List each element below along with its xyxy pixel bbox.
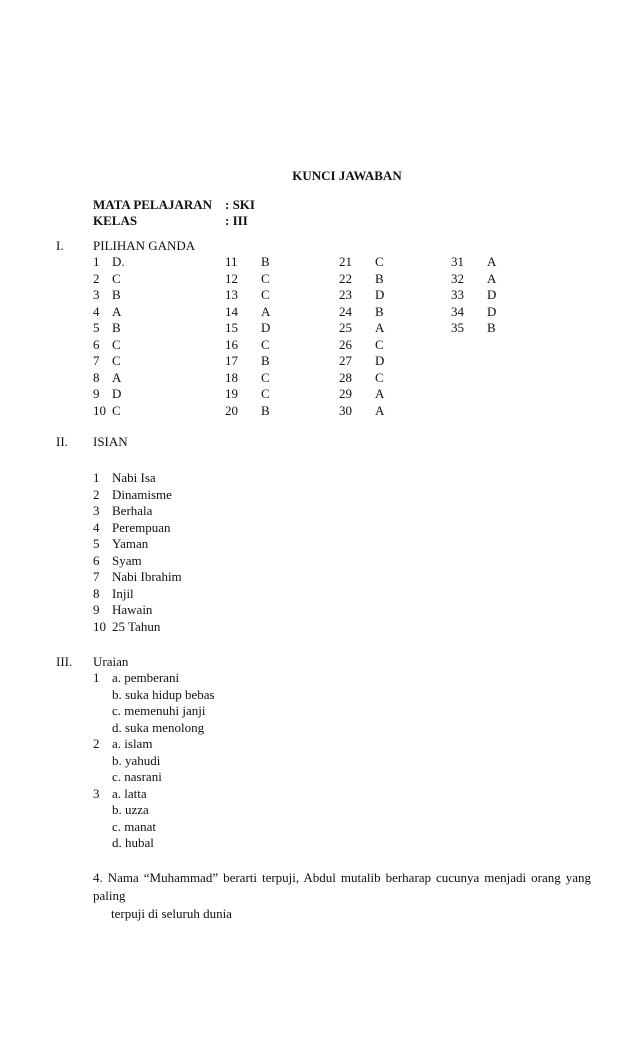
essay-line (93, 703, 393, 720)
answer-row (93, 487, 293, 504)
section-1-numeral: I. (56, 238, 64, 253)
answer-row (339, 304, 439, 321)
page-title: KUNCI JAWABAN (292, 168, 402, 183)
question-number: 19 (225, 386, 238, 401)
answer-row (225, 287, 325, 304)
answer-row (93, 304, 213, 321)
answer-value: Hawain (112, 602, 153, 617)
essay-answer: b. uzza (112, 802, 149, 817)
question-number: 30 (339, 402, 352, 418)
answer-row (339, 287, 439, 304)
answer-value: Nabi Isa (112, 470, 156, 485)
answer-row (451, 287, 551, 304)
essay-answer: a. islam (112, 736, 153, 751)
question-number: 9 (93, 386, 100, 401)
answer-value: A (112, 303, 122, 319)
essay-answer: c. memenuhi janji (112, 703, 206, 718)
answer-value: A (487, 254, 497, 269)
essay-line (93, 819, 393, 836)
question-number: 3 (93, 503, 100, 518)
answer-row (339, 370, 439, 387)
answer-row (339, 353, 439, 370)
answer-value: B (261, 353, 270, 368)
answer-row (225, 320, 325, 337)
answer-value: C (261, 369, 270, 385)
question-number: 17 (225, 353, 238, 368)
answer-row (93, 287, 213, 304)
answer-value: Injil (112, 585, 134, 601)
answer-value: C (375, 336, 384, 352)
answer-row (93, 586, 293, 603)
answer-row (451, 304, 551, 321)
answer-row (93, 470, 293, 487)
answer-value: C (112, 353, 121, 368)
question-number: 29 (339, 386, 352, 401)
mc-column-3 (339, 254, 439, 419)
section-2-heading: ISIAN (93, 434, 128, 449)
essay-line (93, 786, 393, 803)
answer-value: D (261, 320, 271, 335)
essay-answer: c. nasrani (112, 769, 162, 784)
essay-line (93, 687, 393, 704)
answer-row (93, 602, 293, 619)
question-number: 6 (93, 336, 100, 352)
answer-value: B (112, 320, 121, 335)
essay-line (93, 670, 393, 687)
answer-value: A (375, 386, 385, 401)
answer-value: D (487, 303, 497, 319)
question-number: 12 (225, 270, 238, 286)
section-3-heading: Uraian (93, 654, 129, 669)
question-number: 28 (339, 369, 352, 385)
question-number: 14 (225, 303, 238, 319)
answer-value: B (261, 254, 270, 269)
mc-column-2 (225, 254, 325, 419)
answer-value: C (261, 287, 270, 302)
question-number: 2 (93, 486, 100, 502)
answer-row (225, 370, 325, 387)
essay-item-4-line-1: 4. Nama “Muhammad” berarti terpuji, Abdul mutalib berharap cucunya menjadi orang yang paling (93, 870, 591, 903)
answer-row (339, 271, 439, 288)
essay-answer: b. yahudi (112, 752, 161, 768)
essay-item-4 (93, 869, 591, 923)
answer-value: B (487, 320, 496, 335)
essay-list (93, 670, 393, 852)
question-number: 24 (339, 303, 352, 319)
question-number: 4 (93, 519, 100, 535)
question-number: 22 (339, 270, 352, 286)
answer-row (93, 320, 213, 337)
answer-value: Syam (112, 552, 142, 568)
class-label: KELAS (93, 213, 138, 228)
answer-row (93, 403, 213, 420)
answer-value: A (261, 303, 271, 319)
answer-row (225, 304, 325, 321)
answer-value: A (375, 402, 385, 418)
answer-value: B (375, 270, 384, 286)
question-number: 8 (93, 369, 100, 385)
answer-row (93, 386, 213, 403)
essay-item-4-line-2: terpuji di seluruh dunia (111, 906, 232, 921)
answer-value: Yaman (112, 536, 149, 551)
question-number: 7 (93, 569, 100, 584)
answer-row (93, 271, 213, 288)
question-number: 10 (93, 402, 106, 418)
essay-number: 2 (93, 736, 100, 751)
section-3-numeral: III. (56, 654, 73, 669)
answer-row (93, 370, 213, 387)
answer-value: C (261, 270, 270, 286)
answer-value: A (112, 369, 122, 385)
question-number: 7 (93, 353, 100, 368)
essay-line (93, 720, 393, 737)
section-2-numeral: II. (56, 434, 68, 449)
answer-value: Perempuan (112, 519, 171, 535)
answer-row (93, 503, 293, 520)
answer-row (93, 337, 213, 354)
essay-line (93, 769, 393, 786)
answer-value: A (375, 320, 385, 335)
answer-row (339, 403, 439, 420)
essay-answer: a. pemberani (112, 670, 180, 685)
question-number: 16 (225, 336, 238, 352)
question-number: 5 (93, 536, 100, 551)
question-number: 8 (93, 585, 100, 601)
answer-value: 25 Tahun (112, 618, 161, 634)
question-number: 6 (93, 552, 100, 568)
essay-answer: c. manat (112, 818, 157, 834)
question-number: 20 (225, 402, 238, 418)
essay-number: 3 (93, 785, 100, 801)
answer-row (451, 254, 551, 271)
answer-row (451, 320, 551, 337)
answer-value: D (375, 353, 385, 368)
answer-row (93, 536, 293, 553)
question-number: 9 (93, 602, 100, 617)
answer-value: C (112, 402, 121, 418)
question-number: 35 (451, 320, 464, 335)
subject-value: : SKI (225, 197, 255, 212)
question-number: 18 (225, 369, 238, 385)
question-number: 5 (93, 320, 100, 335)
answer-value: D (112, 386, 122, 401)
question-number: 25 (339, 320, 352, 335)
answer-value: B (375, 303, 384, 319)
answer-value: C (112, 336, 121, 352)
answer-value: D (375, 287, 385, 302)
essay-answer: d. hubal (112, 835, 154, 850)
question-number: 31 (451, 254, 464, 269)
question-number: 1 (93, 470, 100, 485)
question-number: 2 (93, 270, 100, 286)
answer-value: C (261, 336, 270, 352)
answer-row (225, 403, 325, 420)
question-number: 1 (93, 254, 100, 269)
question-number: 15 (225, 320, 238, 335)
answer-value: C (375, 254, 384, 269)
answer-row (225, 271, 325, 288)
answer-value: C (112, 270, 121, 286)
answer-value: B (112, 287, 121, 302)
question-number: 27 (339, 353, 352, 368)
answer-value: Berhala (112, 503, 153, 518)
mc-column-4 (451, 254, 551, 337)
answer-row (93, 254, 213, 271)
question-number: 21 (339, 254, 352, 269)
answer-value: C (261, 386, 270, 401)
answer-value: B (261, 402, 270, 418)
essay-number: 1 (93, 670, 100, 685)
question-number: 34 (451, 303, 464, 319)
answer-value: Nabi Ibrahim (112, 569, 182, 584)
answer-row (93, 569, 293, 586)
question-number: 33 (451, 287, 464, 302)
subject-label: MATA PELAJARAN (93, 197, 213, 212)
question-number: 26 (339, 336, 352, 352)
answer-row (225, 386, 325, 403)
essay-line (93, 802, 393, 819)
answer-row (339, 320, 439, 337)
question-number: 4 (93, 303, 100, 319)
question-number: 13 (225, 287, 238, 302)
essay-line (93, 736, 393, 753)
essay-answer: b. suka hidup bebas (112, 686, 215, 702)
answer-row (451, 271, 551, 288)
answer-value: D. (112, 254, 125, 269)
question-number: 23 (339, 287, 352, 302)
essay-line (93, 835, 393, 852)
answer-value: Dinamisme (112, 486, 172, 502)
essay-answer: a. latta (112, 785, 147, 801)
answer-row (339, 337, 439, 354)
answer-row (93, 553, 293, 570)
mc-column-1 (93, 254, 213, 419)
answer-row (339, 386, 439, 403)
answer-row (225, 353, 325, 370)
answer-row (339, 254, 439, 271)
answer-value: D (487, 287, 497, 302)
question-number: 10 (93, 618, 106, 634)
essay-answer: d. suka menolong (112, 719, 205, 735)
question-number: 11 (225, 254, 238, 269)
section-1-heading: PILIHAN GANDA (93, 238, 196, 253)
answer-value: A (487, 270, 497, 286)
answer-row (93, 353, 213, 370)
answer-row (225, 254, 325, 271)
answer-row (93, 619, 293, 636)
fill-in-list (93, 470, 293, 635)
essay-line (93, 753, 393, 770)
answer-value: C (375, 369, 384, 385)
question-number: 3 (93, 287, 100, 302)
question-number: 32 (451, 270, 464, 286)
answer-row (93, 520, 293, 537)
class-value: : III (225, 213, 248, 228)
answer-row (225, 337, 325, 354)
